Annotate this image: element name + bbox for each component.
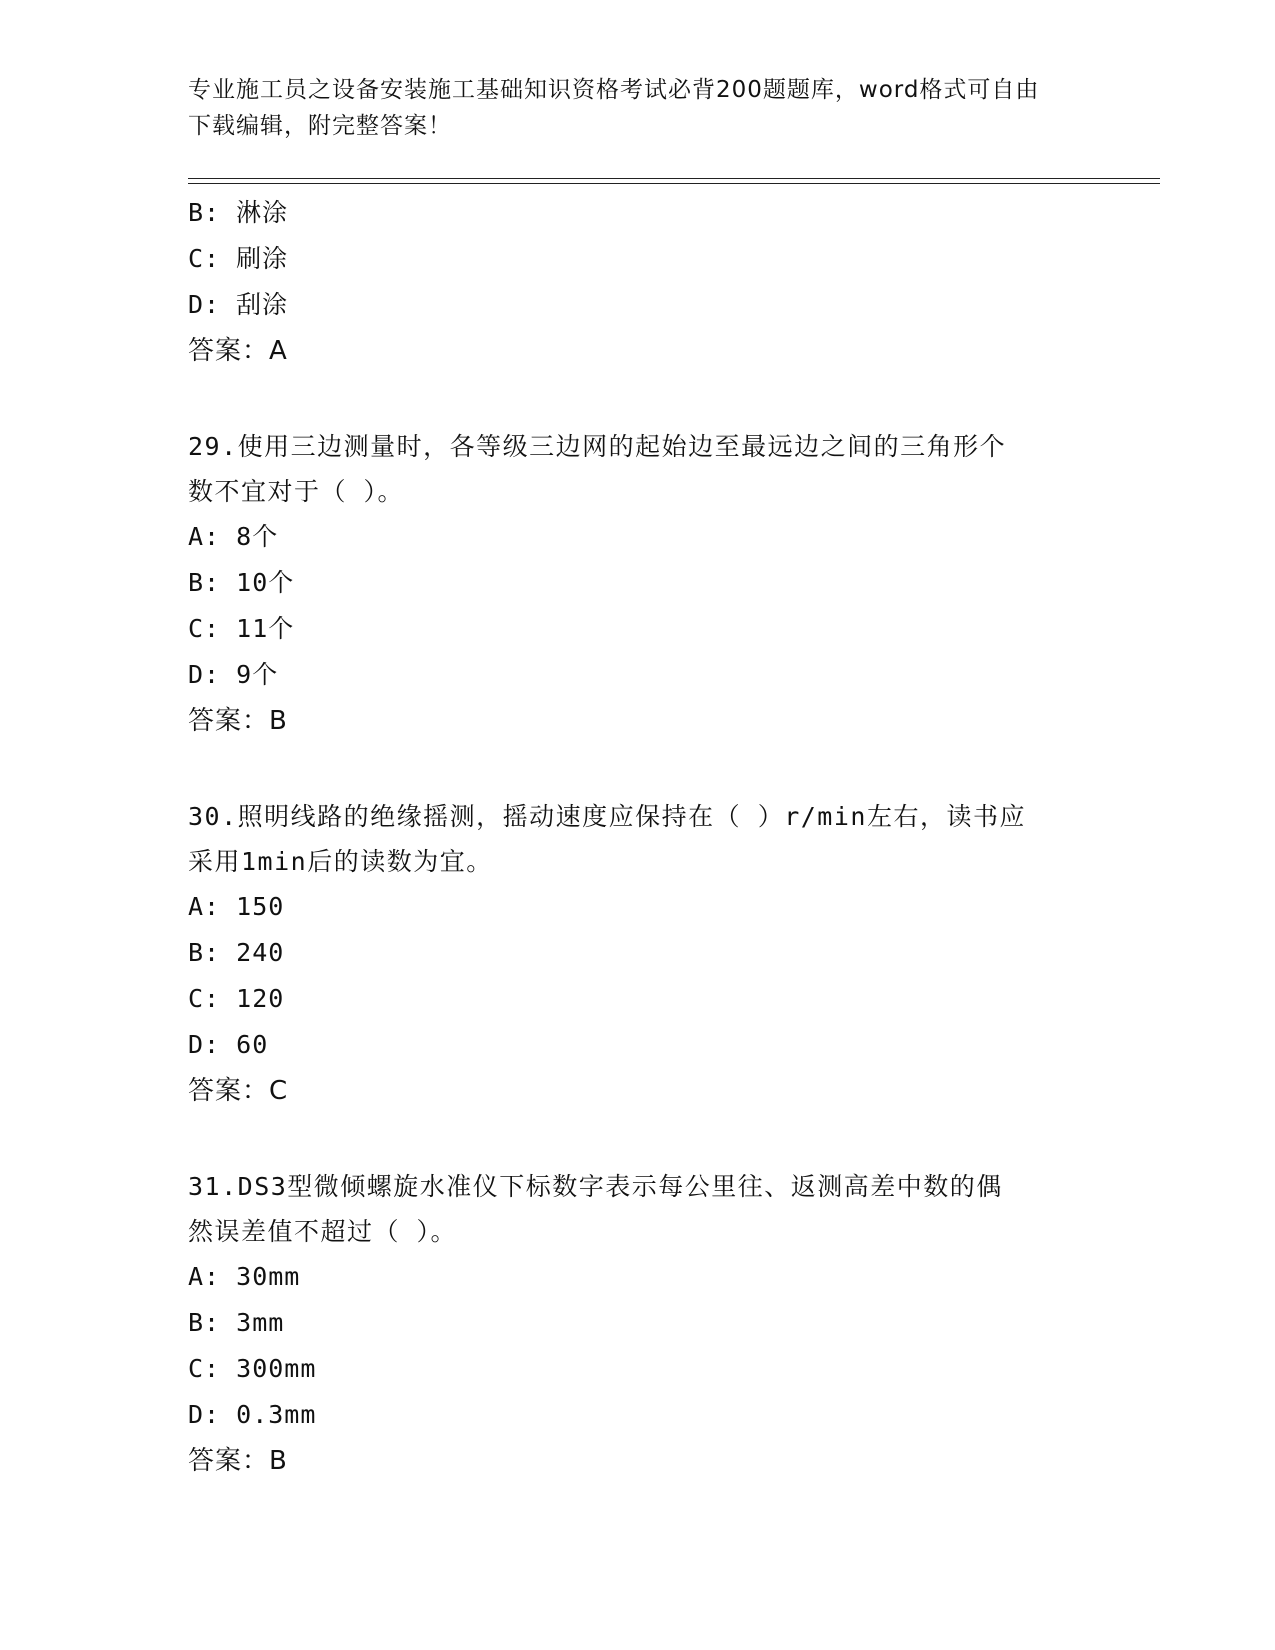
option-d: D: 60 (188, 1030, 269, 1059)
option-b: B: 3mm (188, 1308, 285, 1337)
option-b: B: 淋涂 (188, 198, 289, 227)
option-c: C: 300mm (188, 1354, 317, 1383)
option-d: D: 9个 (188, 660, 279, 689)
option-a: A: 150 (188, 892, 285, 921)
previous-question-tail (188, 190, 1088, 374)
question-stem-line-2: 然误差值不超过（ ）。 (188, 1217, 458, 1246)
question-stem-line-1: 31.DS3型微倾螺旋水准仪下标数字表示每公里往、返测高差中数的偶 (188, 1172, 1003, 1201)
answer-line: 答案：A (188, 336, 288, 366)
option-d: D: 0.3mm (188, 1400, 317, 1429)
header-rule-top (188, 178, 1160, 179)
answer-line: 答案：B (188, 706, 288, 736)
header-title-line-2: 下载编辑，附完整答案！ (188, 113, 452, 139)
option-c: C: 11个 (188, 614, 295, 643)
option-c: C: 120 (188, 984, 285, 1013)
document-header (188, 72, 1068, 144)
option-d: D: 刮涂 (188, 290, 289, 319)
option-c: C: 刷涂 (188, 244, 289, 273)
option-a: A: 8个 (188, 522, 279, 551)
option-a: A: 30mm (188, 1262, 301, 1291)
question-stem-line-1: 30.照明线路的绝缘摇测，摇动速度应保持在（ ）r/min左右，读书应 (188, 802, 1026, 831)
answer-line: 答案：C (188, 1076, 289, 1106)
answer-line: 答案：B (188, 1446, 288, 1476)
option-b: B: 240 (188, 938, 285, 967)
question-30 (188, 794, 1088, 1114)
header-title-line-1: 专业施工员之设备安装施工基础知识资格考试必背200题题库，word格式可自由 (188, 77, 1040, 103)
header-rule-bottom (188, 183, 1160, 184)
question-29 (188, 424, 1088, 744)
question-31 (188, 1164, 1088, 1484)
option-b: B: 10个 (188, 568, 295, 597)
question-stem-line-1: 29.使用三边测量时，各等级三边网的起始边至最远边之间的三角形个 (188, 432, 1007, 461)
question-stem-line-2: 采用1min后的读数为宜。 (188, 847, 493, 876)
question-list (188, 190, 1088, 1484)
question-stem-line-2: 数不宜对于（ ）。 (188, 477, 405, 506)
